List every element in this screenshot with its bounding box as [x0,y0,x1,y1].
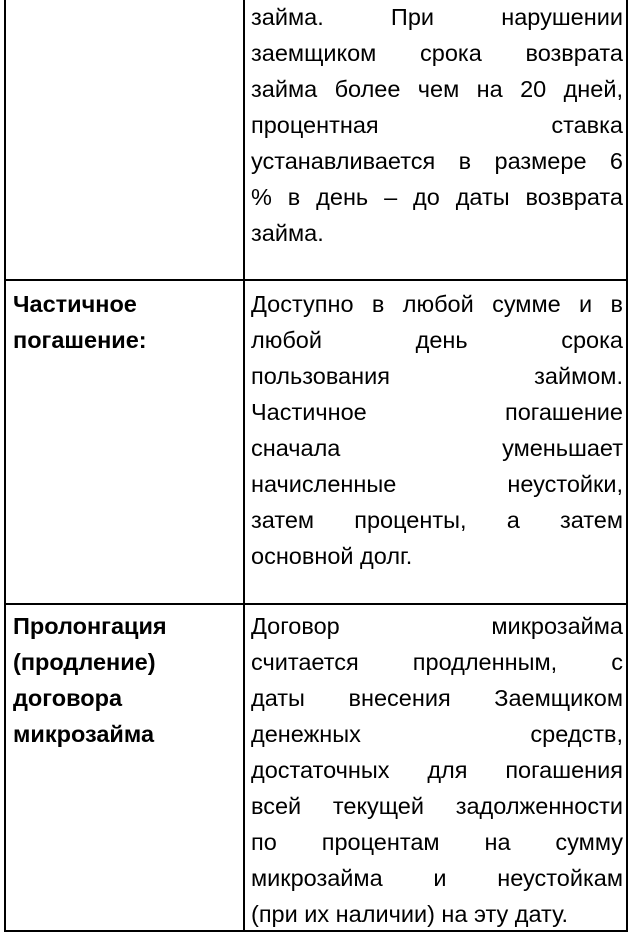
column-divider [243,0,245,930]
text-line: основной долг. [251,543,413,569]
text-line: сначала уменьшает [251,435,623,461]
text-line: займа. [251,220,324,246]
text-line: даты внесения Заемщиком [251,685,623,711]
label-line: погашение: [13,327,147,353]
row-divider [6,279,626,281]
text-line: займа. При нарушении [251,4,623,30]
text-line: (при их наличии) на эту дату. [251,901,568,927]
text-line: считается продленным, с [251,649,623,675]
text-line: устанавливается в размере 6 [251,148,623,174]
label-line: микрозайма [13,721,155,747]
row-divider [6,603,626,605]
label-line: договора [13,685,123,711]
text-line: пользования займом. [251,363,623,389]
text-line: Частичное погашение [251,399,623,425]
text-line: любой день срока [251,327,623,353]
label-line: Пролонгация [13,613,167,639]
row-3-description [251,608,623,932]
text-line: процентная ставка [251,112,623,138]
row-1-description [251,0,623,251]
label-line: (продление) [13,649,156,675]
text-line: микрозайма и неустойкам [251,865,623,891]
text-line: затем проценты, а затем [251,507,623,533]
text-line: денежных средств, [251,721,623,747]
text-line: заемщиком срока возврата [251,40,623,66]
text-line: начисленные неустойки, [251,471,623,497]
row-3-label [13,608,235,752]
text-line: Договор микрозайма [251,613,623,639]
terms-table [4,0,628,932]
text-line: достаточных для погашения [251,757,623,783]
row-2-label [13,286,235,358]
label-line: Частичное [13,291,137,317]
text-line: по процентам на сумму [251,829,623,855]
text-line: Доступно в любой сумме и в [251,291,623,317]
text-line: всей текущей задолженности [251,793,623,819]
row-2-description [251,286,623,574]
text-line: % в день – до даты возврата [251,184,623,210]
text-line: займа более чем на 20 дней, [251,76,623,102]
